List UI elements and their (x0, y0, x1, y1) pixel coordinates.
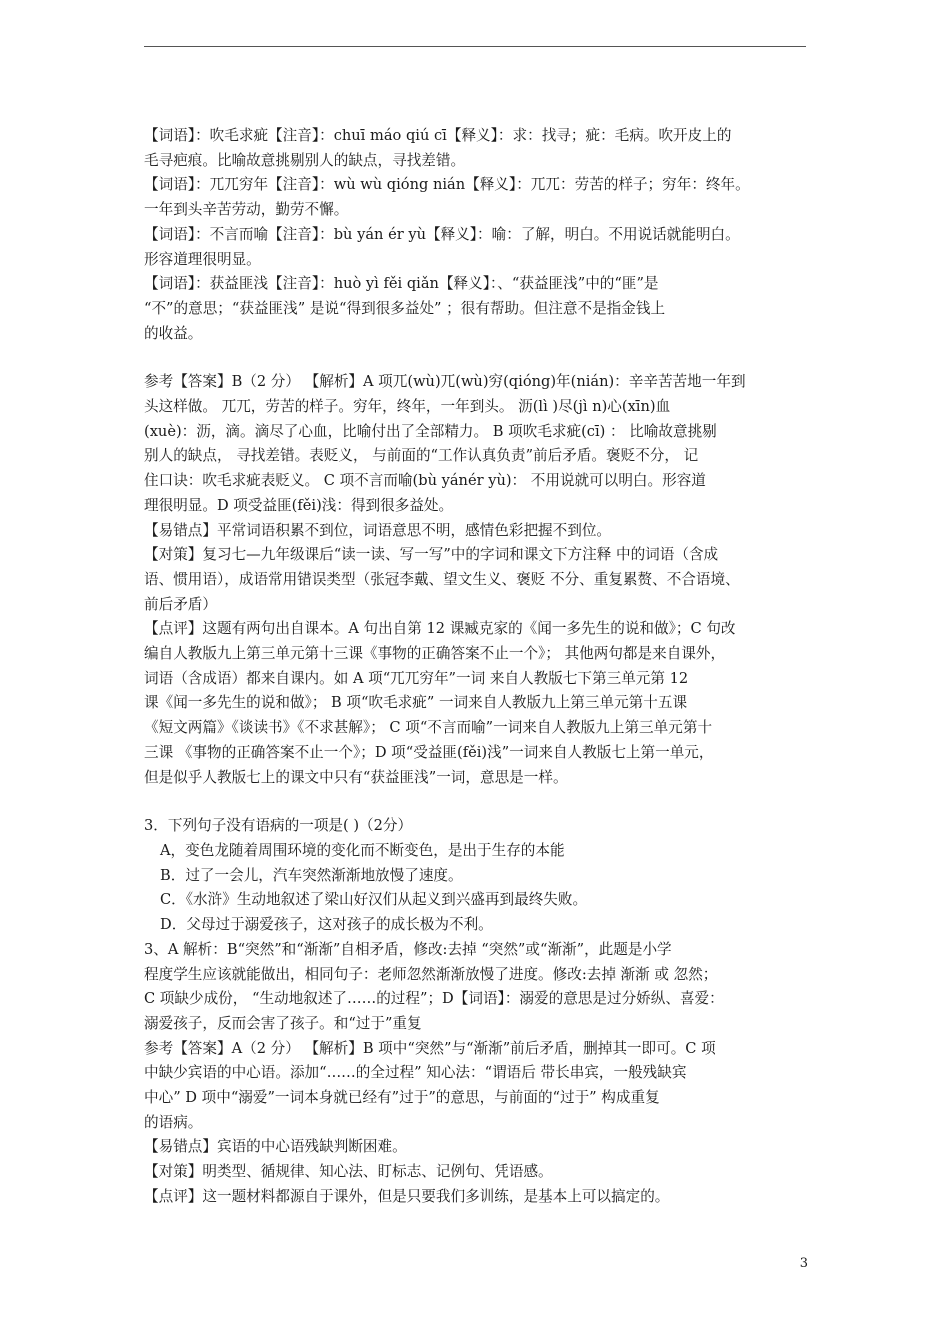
q3-errors: 【易错点】宾语的中心语残缺判断困难。 (144, 1138, 407, 1156)
q3-strategy: 【对策】明类型、循规律、知心法、盯标志、记例句、凭语感。 (144, 1163, 553, 1181)
vocab-entry (144, 272, 812, 346)
vocab-entry (144, 124, 812, 173)
answer-line: 中心” D 项中“溺爱”一词本身就已经有”过于”的意思，与前面的“过于” 构成重复 (144, 1089, 660, 1107)
answer-line: (xuè)：沥，滴。滴尽了心血，比喻付出了全部精力。 B 项吹毛求疵(cī) ： 比喻故意挑剔 (144, 422, 717, 440)
page-number: 3 (799, 1256, 808, 1271)
vocab-line: 【词语】：不言而喻【注音】：bù yán ér yù【释义】：喻：了解，明白。不用说话就能明白。 (144, 225, 740, 243)
question-stem: 3．下列句子没有语病的一项是( )（2分） (144, 817, 413, 835)
vocab-line: “不”的意思；“获益匪浅” 是说“得到很多益处” ；很有帮助。但注意不是指金钱上 (144, 299, 666, 317)
q2-comment (144, 617, 812, 790)
vocab-entry (144, 173, 812, 222)
answer-line: 中缺少宾语的中心语。添加“……的全过程” 知心法：“谓语后 带长串宾，一般残缺宾 (144, 1064, 687, 1082)
q3-comment: 【点评】这一题材料都源自于课外，但是只要我们多训练，是基本上可以搞定的。 (144, 1187, 670, 1205)
vocab-line: 的收益。 (144, 324, 203, 342)
comment-line: 《短文两篇》《谈读书》《不求甚解》； C 项“不言而喻”一词来自人教版九上第三单元第十 (144, 719, 713, 737)
strategy-line: 前后矛盾） (144, 595, 217, 613)
header-rule (144, 46, 806, 47)
q2-errors (144, 519, 812, 544)
option-c: C．《水浒》生动地叙述了梁山好汉们从起义到兴盛再到最终失败。 (160, 891, 588, 909)
option-b: B．过了一会儿，汽车突然渐渐地放慢了速度。 (160, 866, 463, 884)
q3-question (144, 814, 812, 938)
answer-line: 别人的缺点， 寻找差错。表贬义， 与前面的“工作认真负责”前后矛盾。褒贬不分， 记 (144, 447, 699, 465)
comment-line: 编自人教版九上第三单元第十三课《事物的正确答案不止一个》； 其他两句都是来自课外， (144, 645, 726, 663)
document-body (144, 124, 812, 1210)
strategy-line: 语、惯用语），成语常用错误类型（张冠李戴、望文生义、褒贬 不分、重复累赘、不合语境、 (144, 570, 740, 588)
analysis-line: C 项缺少成份， “生动地叙述了……的过程”；D【词语】：溺爱的意思是过分娇纵、喜爱： (144, 990, 724, 1008)
vocab-line: 形容道理很明显。 (144, 250, 261, 268)
comment-line: 三课 《事物的正确答案不止一个》；D 项“受益匪(fěi)浅”一词来自人教版七上第一单元， (144, 743, 714, 761)
comment-line: 词语（含成语）都来自课内。如 A 项“兀兀穷年”一词 来自人教版七下第三单元第 12 (144, 669, 689, 687)
comment-line: 课《闻一多先生的说和做》； B 项“吹毛求疵” 一词来自人教版九上第三单元第十五课 (144, 694, 688, 712)
q3-answer (144, 1037, 812, 1136)
vocab-line: 【词语】：吹毛求疵【注音】：chuī máo qiú cī【释义】：求：找寻；疵：毛病。吹开皮上的 (144, 127, 732, 144)
answer-line: 参考【答案】B（2 分） 【解析】A 项兀(wù)兀(wù)穷(qióng)年(nián)：辛辛苦苦地一年到 (144, 373, 746, 391)
vocab-line: 【词语】：获益匪浅【注音】：huò yì fěi qiǎn【释义】：、“获益匪浅”中的“匪”是 (144, 275, 659, 293)
vocab-line: 【词语】：兀兀穷年【注音】：wù wù qióng nián【释义】：兀兀：劳苦的样子；穷年：终年。 (144, 176, 750, 194)
answer-line: 头这样做。 兀兀，劳苦的样子。穷年，终年，一年到头。 沥(lì )尽(jì n)心(xīn)血 (144, 398, 671, 416)
analysis-line: 3、A 解析：B“突然”和“渐渐”自相矛盾，修改:去掉 “突然”或“渐渐”，此题是小学 (144, 940, 672, 958)
strategy-line: 【对策】复习七—九年级课后“读一读、写一写”中的字词和课文下方注释 中的词语（含成 (144, 546, 719, 564)
option-a: A，变色龙随着周围环境的变化而不断变色，是出于生存的本能 (160, 841, 565, 859)
vocab-entry (144, 223, 812, 272)
answer-line: 理很明显。D 项受益匪(fěi)浅：得到很多益处。 (144, 496, 454, 514)
option-d: D．父母过于溺爱孩子，这对孩子的成长极为不利。 (160, 916, 493, 934)
q2-strategy (144, 543, 812, 617)
answer-line: 的语病。 (144, 1113, 203, 1131)
comment-line: 但是似乎人教版七上的课文中只有“获益匪浅”一词，意思是一样。 (144, 768, 568, 786)
analysis-line: 程度学生应该就能做出，相同句子：老师忽然渐渐放慢了进度。修改:去掉 渐渐 或 忽然； (144, 965, 718, 983)
errors-line: 【易错点】平常词语积累不到位，词语意思不明，感情色彩把握不到位。 (144, 521, 612, 539)
q3-analysis (144, 938, 812, 1037)
answer-line: 参考【答案】A（2 分） 【解析】B 项中“突然”与“渐渐”前后矛盾，删掉其一即可。C 项 (144, 1039, 716, 1057)
comment-line: 【点评】这题有两句出自课本。A 句出自第 12 课臧克家的《闻一多先生的说和做》；C 句改 (144, 620, 736, 638)
q2-answer (144, 370, 812, 518)
analysis-line: 溺爱孩子，反而会害了孩子。和“过于”重复 (144, 1014, 422, 1032)
vocab-line: 毛寻疤痕。比喻故意挑剔别人的缺点，寻找差错。 (144, 151, 466, 169)
answer-line: 住口诀：吹毛求疵表贬义。 C 项不言而喻(bù yánér yù)： 不用说就可以明白。形容道 (144, 472, 706, 490)
vocab-line: 一年到头辛苦劳动，勤劳不懈。 (144, 201, 349, 219)
